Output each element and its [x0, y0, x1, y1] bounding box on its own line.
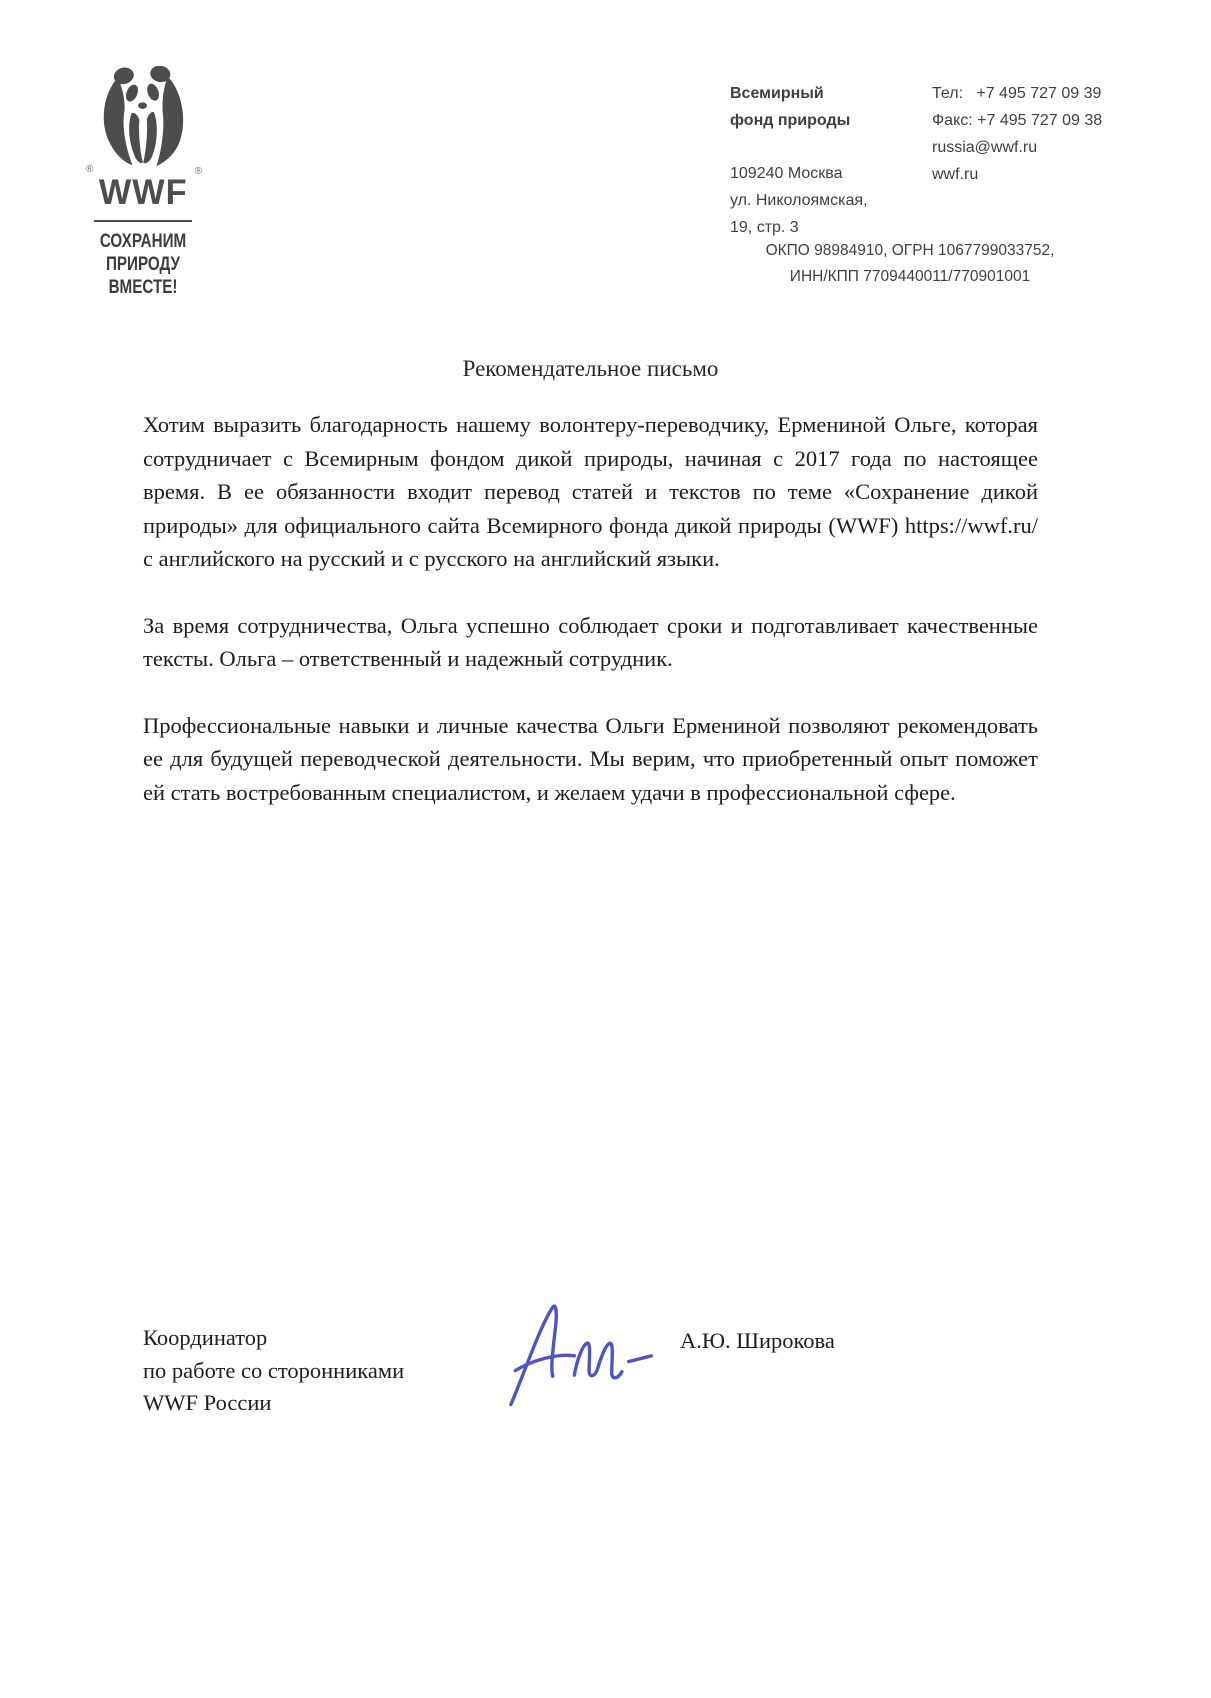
signer-position-line: Координатор [143, 1325, 268, 1350]
signer-position-line: WWF России [143, 1390, 272, 1415]
wwf-logo [86, 66, 202, 299]
letter-title: Рекомендательное письмо [462, 356, 719, 381]
logo-tagline [99, 230, 187, 299]
address-line: ул. Николоямская, [730, 192, 868, 209]
registration-block [700, 238, 1120, 290]
tagline-line: СОХРАНИМ [99, 231, 187, 252]
letter-body [143, 356, 1038, 842]
address-line: 109240 Москва [730, 165, 843, 182]
logo-divider [94, 220, 192, 222]
signature-block [143, 1322, 1038, 1420]
address-line: 19, стр. 3 [730, 219, 799, 236]
tagline-line: ПРИРОДУ [105, 254, 181, 275]
phone-line: Тел: +7 495 727 09 39 [932, 85, 1102, 102]
tagline-line: ВМЕСТЕ! [108, 277, 178, 298]
registered-mark-icon: ® [194, 166, 202, 177]
registration-line: ИНН/КПП 7709440011/770901001 [789, 268, 1031, 285]
org-column [730, 80, 868, 241]
paragraph: За время сотрудничества, Ольга успешно соблюдает сроки и подготавливает качественные тексты. Ольга – ответственный и надежный сотрудник. [143, 612, 1038, 671]
paragraph: Профессиональные навыки и личные качества Ольги Ермениной позволяют рекомендовать ее для будущей переводческой деятельности. Мы верим, что приобретенный опыт поможет ей стать востребованным специалистом, и желаем удачи в профессиональной сфере. [143, 712, 1038, 805]
email-line: russia@wwf.ru [932, 139, 1038, 156]
website-line: wwf.ru [932, 166, 979, 183]
contact-column [932, 80, 1102, 188]
panda-icon [95, 66, 191, 174]
fax-line: Факс: +7 495 727 09 38 [932, 112, 1103, 129]
signer-position-line: по работе со сторонниками [143, 1357, 405, 1383]
paragraph: Хотим выразить благодарность нашему волонтеру-переводчику, Ермениной Ольге, которая сотрудничает с Всемирным фондом дикой природы, начиная с 2017 года по настоящее время. В ее обязанности входит перевод статей и текстов по теме «Сохранение дикой природы» для официального сайта Всемирного фонда дикой природы (WWF) https://wwf.ru/ с английского на русский и с русского на английский языки. [143, 412, 1038, 571]
signer-name: А.Ю. Широкова [680, 1328, 835, 1353]
handwritten-signature [495, 1292, 665, 1422]
org-name-line: Всемирный [730, 85, 824, 102]
registered-mark-icon: ® [86, 164, 94, 175]
registration-line: ОКПО 98984910, ОГРН 1067799033752, [765, 242, 1055, 259]
wwf-wordmark: WWF [98, 173, 188, 212]
org-name-line: фонд природы [730, 112, 851, 129]
